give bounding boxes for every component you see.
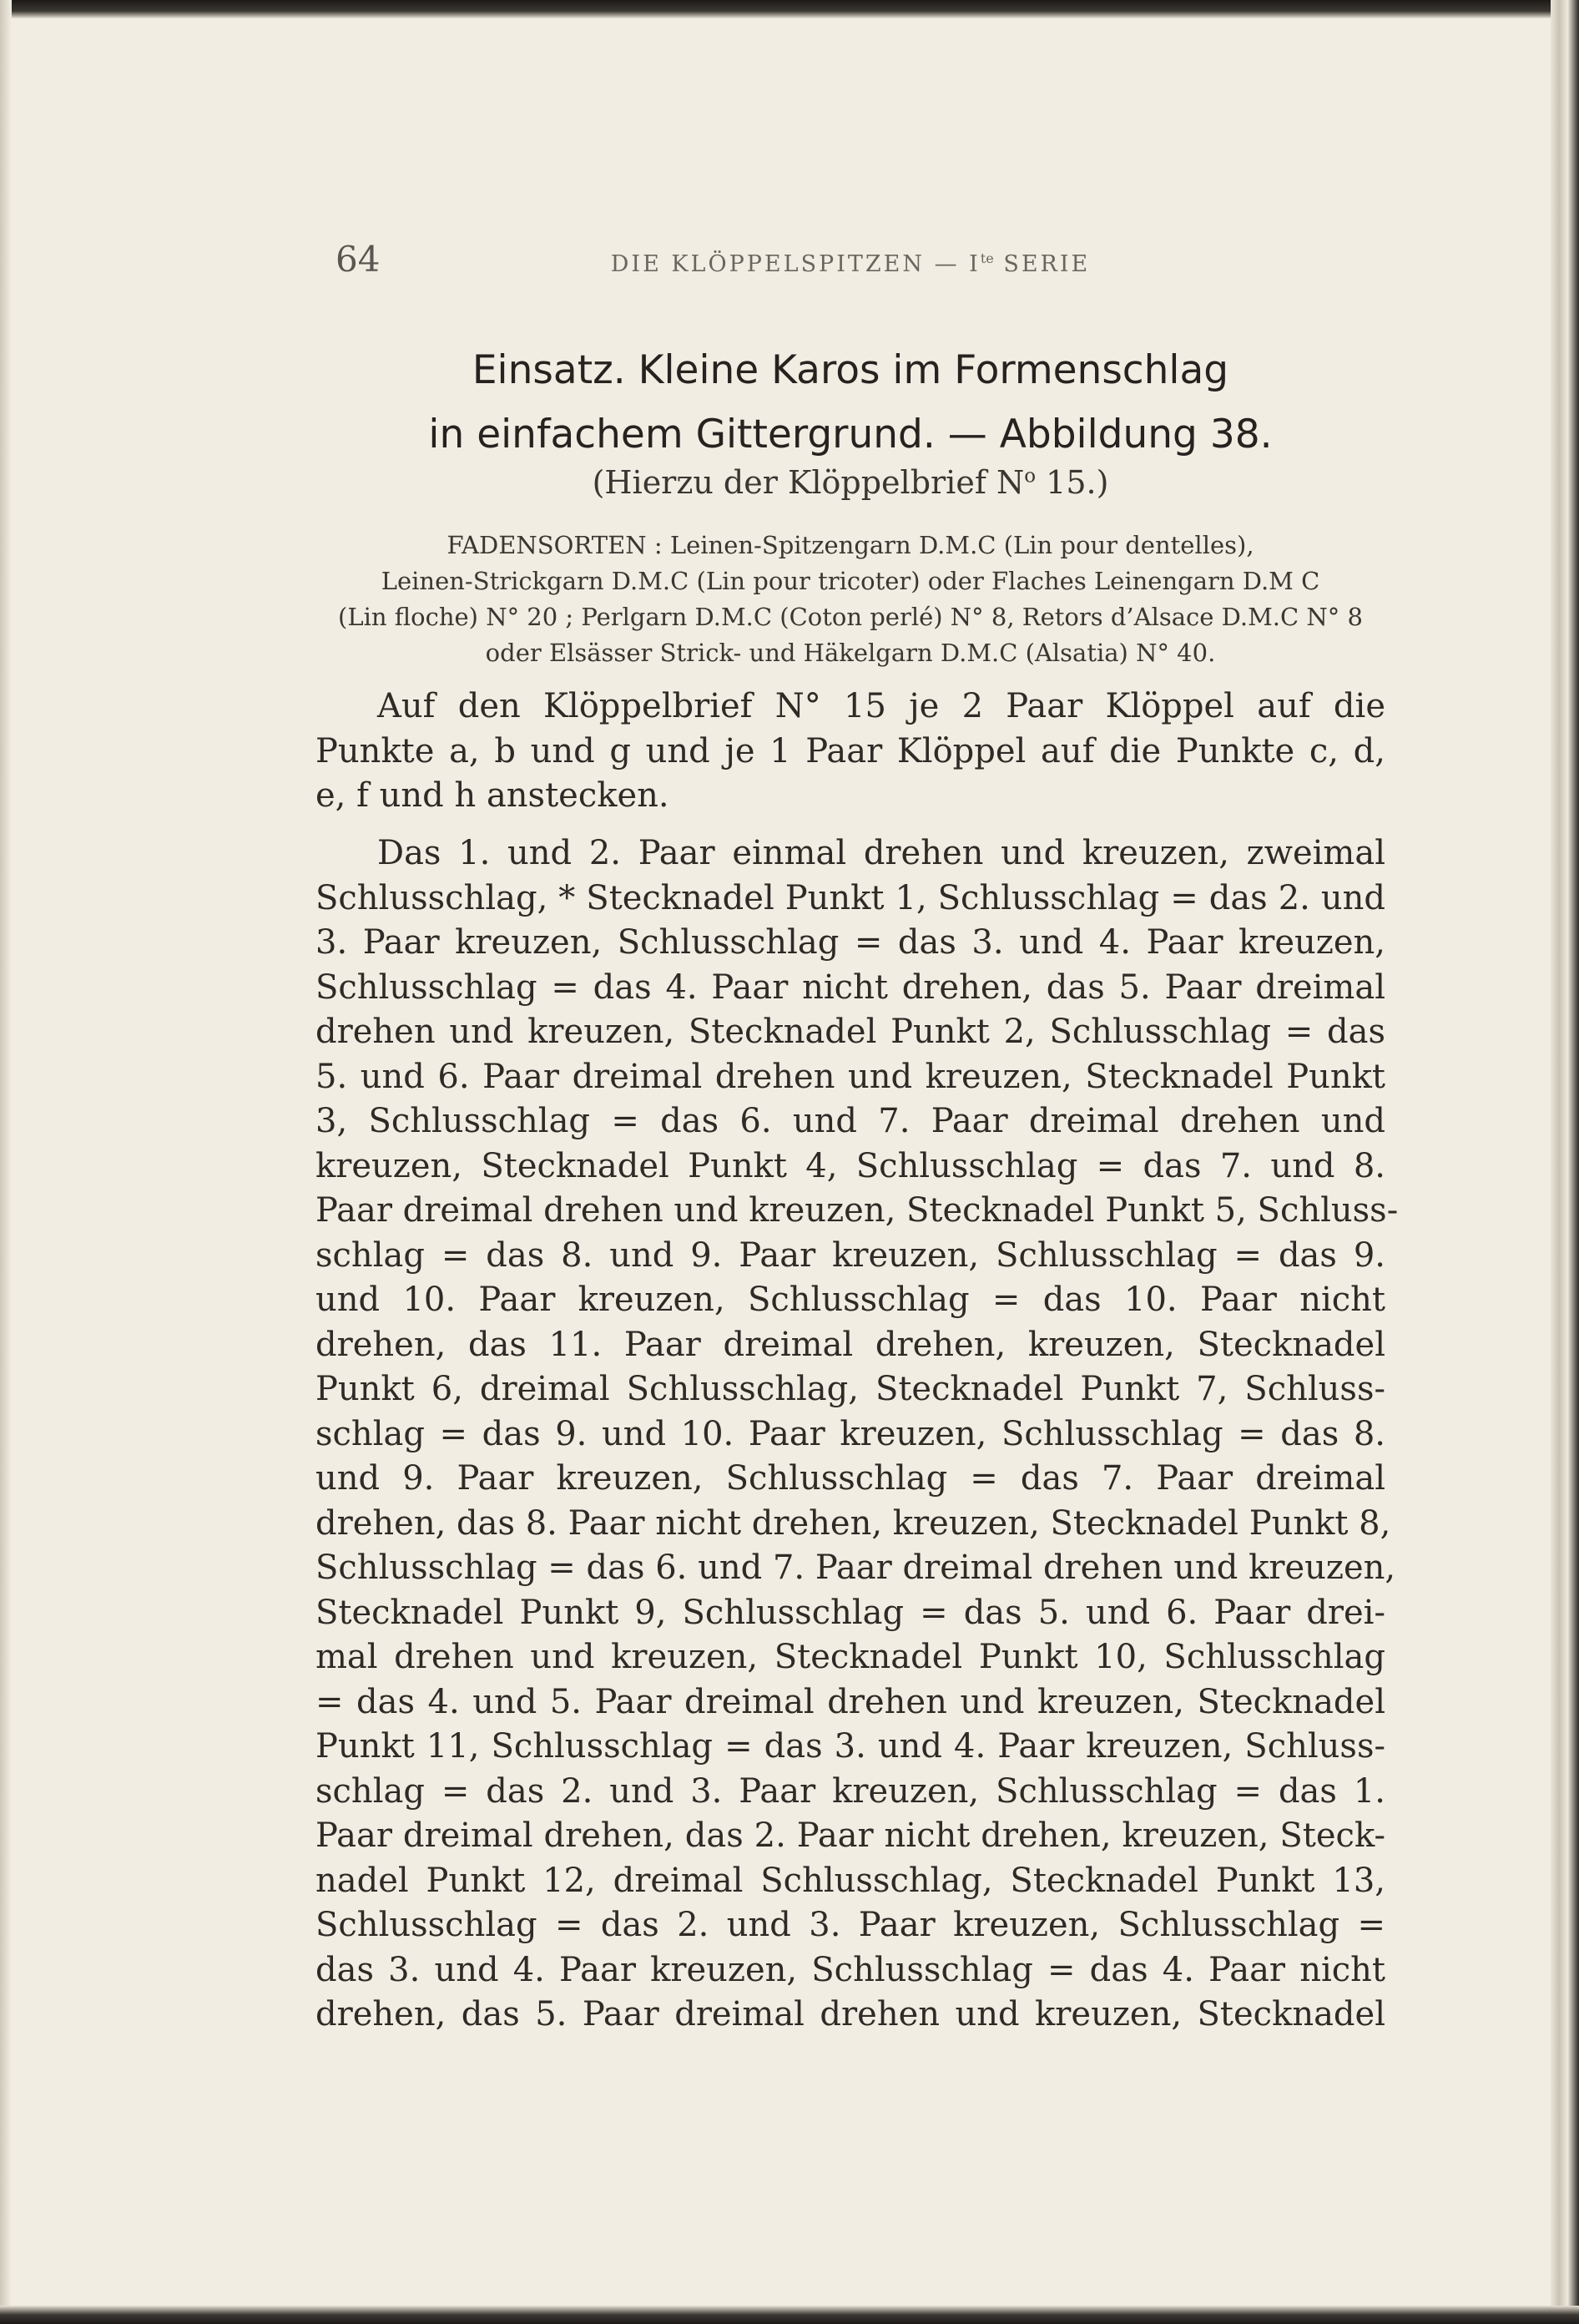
paragraph-line: 3. Paar kreuzen, Schlusschlag = das 3. und 4. Paar kreuzen, (315, 923, 1385, 962)
paragraph-line: drehen und kreuzen, Stecknadel Punkt 2, Schlusschlag = das (315, 1013, 1385, 1051)
paragraph-line: das 3. und 4. Paar kreuzen, Schlusschlag = das 4. Paar nicht (315, 1950, 1385, 1989)
section-title (315, 338, 1385, 467)
paragraph-line: drehen, das 5. Paar dreimal drehen und kreuzen, Stecknadel (315, 1995, 1385, 2034)
scan-left-edge (0, 0, 12, 2324)
paragraph-line: drehen, das 11. Paar dreimal drehen, kreuzen, Stecknadel (315, 1325, 1385, 1364)
paragraph-line: Schlusschlag = das 2. und 3. Paar kreuzen, Schlusschlag = (315, 1906, 1385, 1944)
paragraph-line: schlag = das 9. und 10. Paar kreuzen, Schlusschlag = das 8. (315, 1414, 1385, 1453)
paragraph-line: Schlusschlag = das 6. und 7. Paar dreimal drehen und kreuzen, (315, 1548, 1396, 1587)
materials-line: oder Elsässer Strick- und Häkelgarn D.M.C (Alsatia) N° 40. (485, 639, 1216, 667)
paragraph-line: Paar dreimal drehen und kreuzen, Stecknadel Punkt 5, Schluss- (315, 1191, 1399, 1230)
paragraph-line: Punkte a, b und g und je 1 Paar Klöppel auf die Punkte c, d, (315, 731, 1385, 770)
paragraph-line: Auf den Klöppelbrief N° 15 je 2 Paar Klöppel auf die (377, 687, 1385, 725)
materials-line: Leinen-Strickgarn D.M.C (Lin pour tricoter) oder Flaches Leinengarn D.M C (381, 567, 1320, 595)
materials-line: FADENSORTEN : Leinen-Spitzengarn D.M.C (Lin pour dentelles), (446, 531, 1254, 559)
paragraph-line: Punkt 6, dreimal Schlusschlag, Stecknadel Punkt 7, Schluss- (315, 1370, 1385, 1408)
paragraph-line: Punkt 11, Schlusschlag = das 3. und 4. Paar kreuzen, Schluss- (315, 1727, 1385, 1766)
section-title-line-1: Einsatz. Kleine Karos im Formenschlag (472, 347, 1229, 393)
paragraph-line: mal drehen und kreuzen, Stecknadel Punkt 10, Schlusschlag (315, 1638, 1385, 1676)
paragraph-line: Schlusschlag, * Stecknadel Punkt 1, Schlusschlag = das 2. und (315, 878, 1385, 917)
instruction-paragraph-2 (315, 831, 1399, 2038)
section-title-line-2: in einfachem Gittergrund. — Abbildung 38. (428, 412, 1273, 457)
instruction-paragraph-1 (315, 685, 1385, 819)
paragraph-line: Stecknadel Punkt 9, Schlusschlag = das 5. und 6. Paar drei- (315, 1593, 1385, 1632)
scan-right-edge (1551, 0, 1579, 2324)
paragraph-line: Schlusschlag = das 4. Paar nicht drehen, das 5. Paar dreimal (315, 967, 1385, 1007)
paragraph-line: Das 1. und 2. Paar einmal drehen und kreuzen, zweimal (377, 834, 1385, 872)
paragraph-line: 5. und 6. Paar dreimal drehen und kreuzen, Stecknadel Punkt (315, 1057, 1385, 1096)
paragraph-line: e, f und h anstecken. (315, 776, 669, 815)
thread-materials (315, 528, 1385, 671)
paragraph-line: und 10. Paar kreuzen, Schlusschlag = das 10. Paar nicht (315, 1281, 1385, 1319)
paragraph-line: Paar dreimal drehen, das 2. Paar nicht drehen, kreuzen, Steck- (315, 1816, 1385, 1855)
paragraph-line: = das 4. und 5. Paar dreimal drehen und kreuzen, Stecknadel (315, 1682, 1385, 1721)
paragraph-line: nadel Punkt 12, dreimal Schlusschlag, Stecknadel Punkt 13, (315, 1861, 1385, 1900)
running-head-title: DIE KLÖPPELSPITZEN — $I^{te}$ SERIE (610, 250, 1091, 277)
paragraph-line: kreuzen, Stecknadel Punkt 4, Schlusschlag = das 7. und 8. (315, 1146, 1385, 1185)
book-page (315, 0, 1399, 2324)
paragraph-line: drehen, das 8. Paar nicht drehen, kreuzen, Stecknadel Punkt 8, (315, 1503, 1391, 1543)
materials-line: (Lin floche) N° 20 ; Perlgarn D.M.C (Coton perlé) N° 8, Retors d’Alsace D.M.C N° 8 (338, 603, 1363, 631)
pattern-reference: (Hierzu der Klöppelbrief $N^o$ 15.) (592, 464, 1109, 501)
paragraph-line: schlag = das 2. und 3. Paar kreuzen, Schlusschlag = das 1. (315, 1771, 1385, 1811)
paragraph-line: schlag = das 8. und 9. Paar kreuzen, Schlusschlag = das 9. (315, 1235, 1385, 1275)
paragraph-line: und 9. Paar kreuzen, Schlusschlag = das 7. Paar dreimal (315, 1459, 1385, 1498)
running-head (315, 239, 1385, 280)
paragraph-line: 3, Schlusschlag = das 6. und 7. Paar dreimal drehen und (315, 1102, 1385, 1140)
page-number: 64 (335, 239, 381, 280)
